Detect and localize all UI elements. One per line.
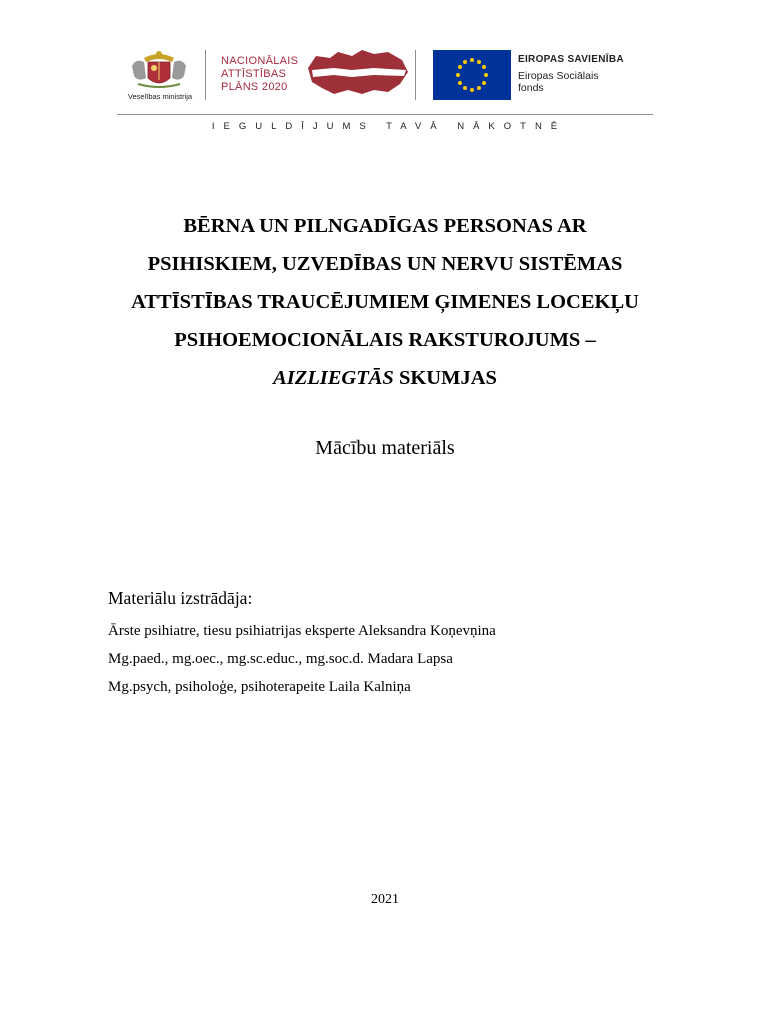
document-subtitle: Mācību materiāls (315, 437, 455, 459)
title-line-last (60, 359, 710, 397)
document-title (60, 207, 710, 397)
author-entry: Mg.paed., mg.oec., mg.sc.educ., mg.soc.d. Madara Lapsa (108, 651, 453, 667)
publication-year: 2021 (371, 892, 399, 907)
logo-header (0, 0, 770, 120)
eu-fund-line: Eiropas Sociālais (518, 70, 599, 82)
motto: IEGULDĪJUMS TAVĀ NĀKOTNĒ (211, 121, 567, 132)
title-line: ATTĪSTĪBAS TRAUCĒJUMIEM ĢIMENES LOCEKĻU (131, 291, 639, 313)
logo-divider (415, 50, 416, 100)
latvia-coat-of-arms-icon (126, 48, 192, 92)
title-last-rest: SKUMJAS (393, 367, 497, 389)
authors-heading: Materiālu izstrādāja: (108, 588, 253, 608)
latvia-map-icon (304, 48, 410, 98)
logo-divider (205, 50, 206, 100)
authors-block (108, 588, 496, 701)
nap-line: PLĀNS 2020 (221, 81, 288, 93)
author-entry: Ārste psihiatre, tiesu psihiatrijas eksperte Aleksandra Koņevņina (108, 623, 496, 639)
nap-line: NACIONĀLAIS (221, 55, 299, 67)
coat-of-arms-caption: Veselības ministrija (127, 92, 193, 101)
nap-line: ATTĪSTĪBAS (221, 68, 287, 80)
eu-fund-line: fonds (518, 82, 544, 94)
title-italic-word: AIZLIEGTĀS (273, 367, 394, 389)
title-line: PSIHOEMOCIONĀLAIS RAKSTUROJUMS – (174, 329, 596, 351)
nap-2020-logo-text (221, 55, 298, 94)
eu-title: EIROPAS SAVIENĪBA (518, 54, 624, 65)
title-line: PSIHISKIEM, UZVEDĪBAS UN NERVU SISTĒMAS (147, 253, 623, 275)
eu-flag-icon (433, 50, 511, 100)
eu-fund-name (518, 70, 599, 94)
title-line: BĒRNA UN PILNGADĪGAS PERSONAS AR (183, 215, 587, 237)
header-divider (117, 114, 653, 115)
author-entry: Mg.psych, psiholoģe, psihoterapeite Laila Kalniņa (108, 679, 411, 695)
